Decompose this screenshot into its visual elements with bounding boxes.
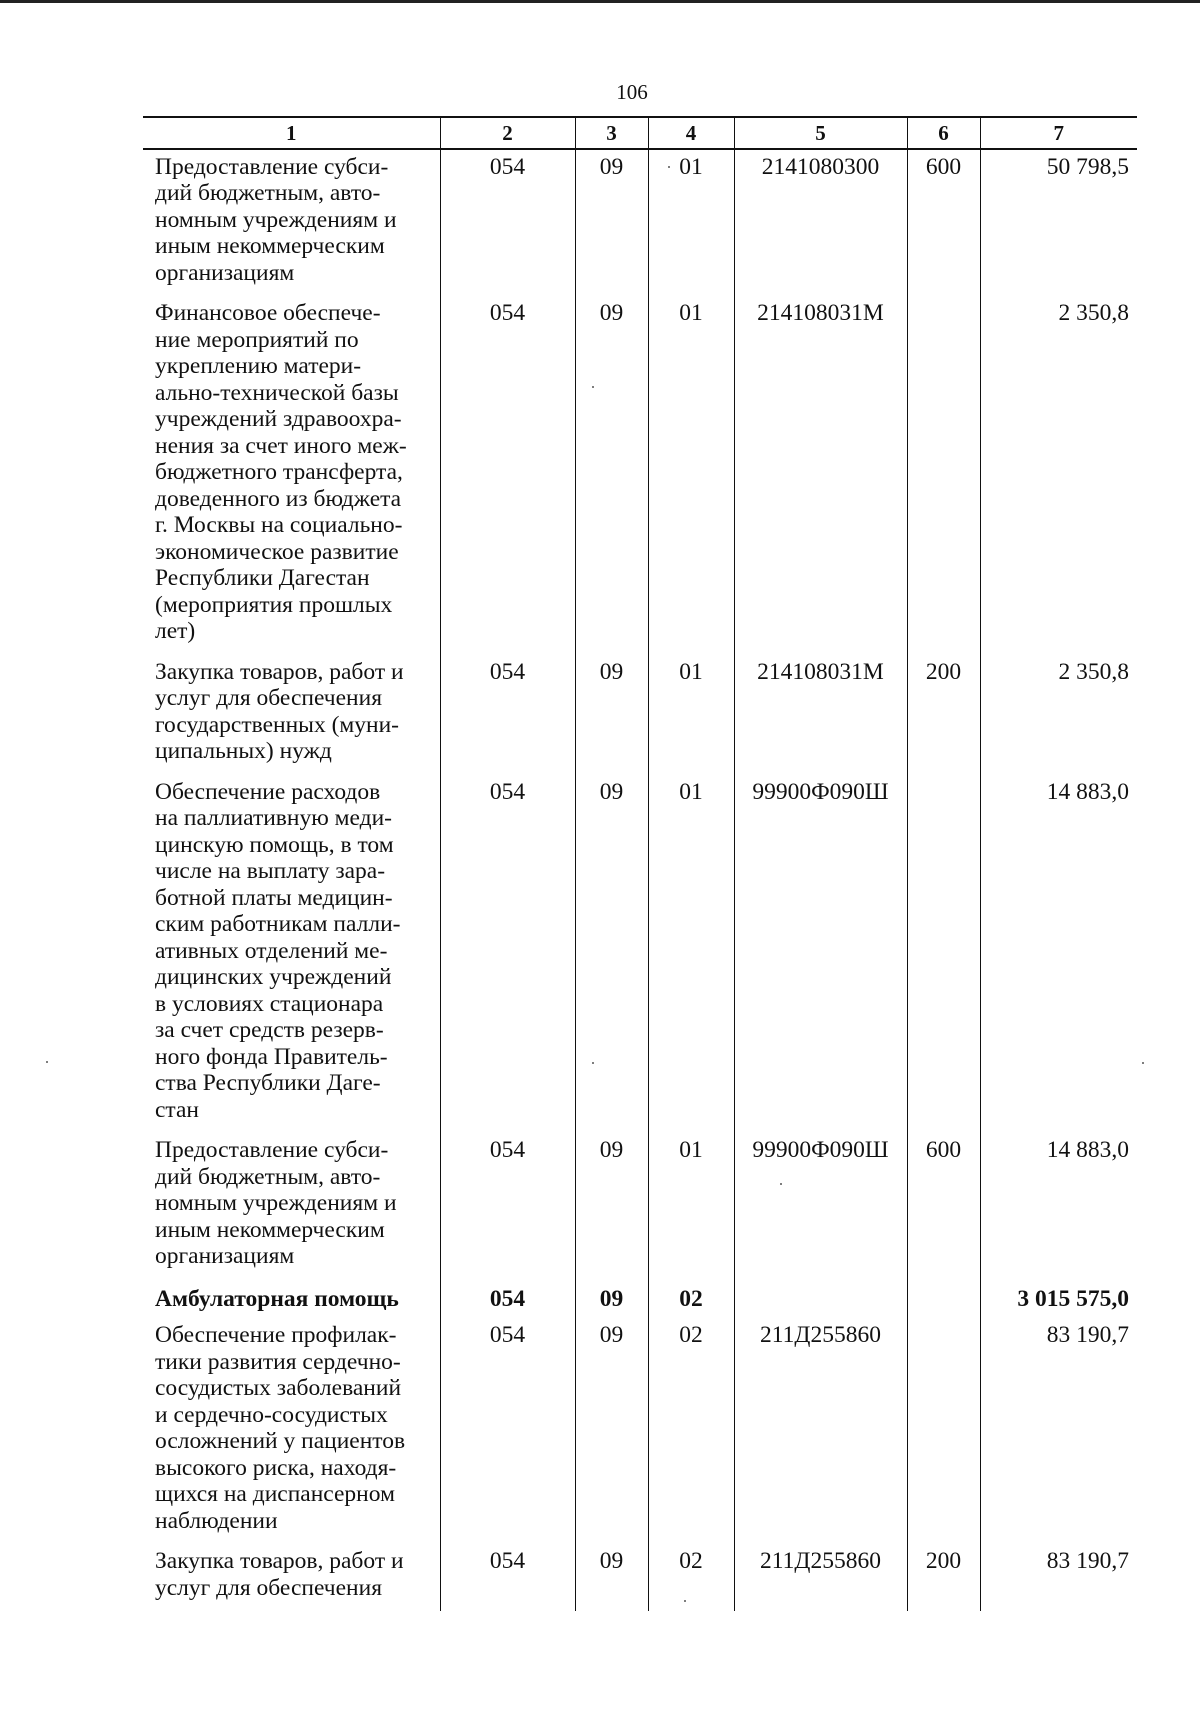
row-name-line: ного фонда Правитель- (155, 1043, 388, 1070)
row-name-line: Амбулаторная помощь (155, 1285, 399, 1312)
row-name-line: иным некоммерческим (155, 233, 385, 259)
row-name-line: номным учреждениям и (155, 206, 397, 233)
scan-speck (46, 1061, 48, 1063)
col-7-value: 50 798,5 (980, 149, 1137, 297)
col-6-value: 600 (907, 149, 980, 297)
col-2-value: 054 (440, 149, 575, 297)
col-4-value: 01 (648, 296, 734, 655)
col-3-value: 09 (575, 655, 648, 775)
row-name-line: дий бюджетным, авто- (155, 1163, 381, 1190)
scan-speck (684, 1600, 686, 1602)
row-name-line: организациям (155, 1243, 295, 1269)
table-row (143, 296, 1137, 655)
table-row (143, 1133, 1137, 1280)
header-row (143, 117, 1137, 149)
row-name-line: Закупка товаров, работ и (155, 658, 404, 685)
row-name-line: укреплению матери- (155, 353, 362, 379)
row-name-line: Обеспечение расходов (155, 778, 381, 805)
col-3-value: 09 (575, 1280, 648, 1319)
scan-speck (668, 166, 670, 168)
row-name-line: щихся на диспансерном (155, 1481, 395, 1507)
row-name-line: лет) (155, 618, 196, 644)
table-row (143, 775, 1137, 1134)
table-row (143, 1318, 1137, 1544)
row-name-line: и сердечно-сосудистых (155, 1401, 388, 1428)
row-name-line: на паллиативную меди- (155, 805, 392, 831)
row-name (143, 1318, 440, 1544)
header-col-5: 5 (734, 117, 907, 149)
col-5-value: 211Д255860 (734, 1318, 907, 1544)
row-name-line: ства Республики Даге- (155, 1070, 381, 1096)
row-name (143, 655, 440, 775)
col-6-value (907, 1318, 980, 1544)
header-col-6: 6 (907, 117, 980, 149)
col-6-value: 600 (907, 1133, 980, 1280)
scan-speck (592, 1062, 594, 1064)
row-name-line: дицинских учреждений (155, 964, 392, 990)
col-4-value: 01 (648, 775, 734, 1134)
row-name-line: ботной платы медицин- (155, 884, 393, 911)
col-5-value: 214108031М (734, 655, 907, 775)
col-6-value (907, 775, 980, 1134)
row-name-line: стан (155, 1096, 199, 1123)
row-name (143, 1280, 440, 1319)
col-5-value: 2141080300 (734, 149, 907, 297)
row-name-line: осложнений у пациентов (155, 1428, 406, 1454)
row-name-line: тики развития сердечно- (155, 1348, 401, 1375)
row-name-line: числе на выплату зара- (155, 858, 386, 884)
col-5-value: 214108031М (734, 296, 907, 655)
col-3-value: 09 (575, 1133, 648, 1280)
header-col-4: 4 (648, 117, 734, 149)
row-name-line: дий бюджетным, авто- (155, 180, 381, 206)
row-name-line: Закупка товаров, работ и (155, 1548, 404, 1574)
header-col-7: 7 (980, 117, 1137, 149)
col-4-value: 01 (648, 149, 734, 297)
scan-speck (780, 1183, 782, 1185)
col-7-value: 3 015 575,0 (980, 1280, 1137, 1319)
row-name-line: (мероприятия прошлых (155, 591, 393, 618)
row-name-line: организациям (155, 259, 295, 286)
row-name-line: Предоставление субси- (155, 153, 389, 180)
row-name-line: ципальных) нужд (155, 738, 332, 764)
row-name-line: ативных отделений ме- (155, 937, 388, 964)
col-5-value (734, 1280, 907, 1319)
col-5-value: 99900Ф090Ш (734, 1133, 907, 1280)
row-name-line: в условиях стационара (155, 990, 384, 1017)
row-name-line: доведенного из бюджета (155, 485, 402, 512)
row-name-line: Обеспечение профилак- (155, 1322, 397, 1348)
row-name-line: ние мероприятий по (155, 326, 359, 353)
row-name-line: ально-технической базы (155, 379, 399, 406)
header-col-2: 2 (440, 117, 575, 149)
scan-top-edge (0, 0, 1200, 3)
col-4-value: 02 (648, 1280, 734, 1319)
table-row (143, 655, 1137, 775)
col-2-value: 054 (440, 296, 575, 655)
row-name-line: высокого риска, находя- (155, 1454, 397, 1481)
row-name-line: услуг для обеспечения (155, 1574, 383, 1601)
row-name-line: наблюдении (155, 1507, 278, 1534)
row-name-line: сосудистых заболеваний (155, 1375, 402, 1401)
row-name-line: нения за счет иного меж- (155, 432, 407, 459)
row-name (143, 1133, 440, 1280)
row-name-line: иным некоммерческим (155, 1216, 385, 1243)
col-6-value (907, 296, 980, 655)
col-5-value: 211Д255860 (734, 1544, 907, 1611)
row-name-line: Предоставление субси- (155, 1137, 389, 1163)
row-name-line: ским работникам палли- (155, 911, 401, 937)
scan-speck (592, 386, 594, 388)
row-name-line: г. Москвы на социально- (155, 512, 403, 538)
col-4-value: 01 (648, 1133, 734, 1280)
col-3-value: 09 (575, 296, 648, 655)
header-col-3: 3 (575, 117, 648, 149)
col-3-value: 09 (575, 775, 648, 1134)
col-2-value: 054 (440, 1133, 575, 1280)
col-2-value: 054 (440, 1318, 575, 1544)
table-row (143, 149, 1137, 297)
col-7-value: 2 350,8 (980, 296, 1137, 655)
table-body (143, 149, 1137, 1612)
col-6-value (907, 1280, 980, 1319)
col-2-value: 054 (440, 1280, 575, 1319)
page-number: 106 (616, 80, 648, 104)
row-name-line: государственных (муни- (155, 711, 399, 738)
table-row (143, 1544, 1137, 1611)
col-3-value: 09 (575, 149, 648, 297)
row-name-line: учреждений здравоохра- (155, 406, 402, 432)
col-6-value: 200 (907, 655, 980, 775)
col-7-value: 83 190,7 (980, 1544, 1137, 1611)
row-name-line: экономическое развитие (155, 538, 399, 565)
col-2-value: 054 (440, 775, 575, 1134)
col-4-value: 02 (648, 1318, 734, 1544)
col-6-value: 200 (907, 1544, 980, 1611)
col-4-value: 02 (648, 1544, 734, 1611)
row-name-line: Финансовое обеспече- (155, 300, 381, 326)
table-row (143, 1280, 1137, 1319)
budget-table (143, 116, 1137, 1611)
col-7-value: 2 350,8 (980, 655, 1137, 775)
col-2-value: 054 (440, 1544, 575, 1611)
col-3-value: 09 (575, 1318, 648, 1544)
row-name (143, 296, 440, 655)
row-name-line: Республики Дагестан (155, 565, 370, 591)
row-name (143, 1544, 440, 1611)
row-name-line: бюджетного трансферта, (155, 459, 403, 485)
col-3-value: 09 (575, 1544, 648, 1611)
col-4-value: 01 (648, 655, 734, 775)
row-name-line: за счет средств резерв- (155, 1017, 384, 1043)
col-5-value: 99900Ф090Ш (734, 775, 907, 1134)
row-name-line: номным учреждениям и (155, 1190, 397, 1216)
row-name (143, 149, 440, 297)
row-name (143, 775, 440, 1134)
scan-speck (1142, 1062, 1144, 1064)
col-7-value: 14 883,0 (980, 775, 1137, 1134)
col-7-value: 83 190,7 (980, 1318, 1137, 1544)
header-col-1: 1 (143, 117, 440, 149)
col-2-value: 054 (440, 655, 575, 775)
row-name-line: услуг для обеспечения (155, 685, 383, 711)
row-name-line: цинскую помощь, в том (155, 831, 394, 858)
col-7-value: 14 883,0 (980, 1133, 1137, 1280)
